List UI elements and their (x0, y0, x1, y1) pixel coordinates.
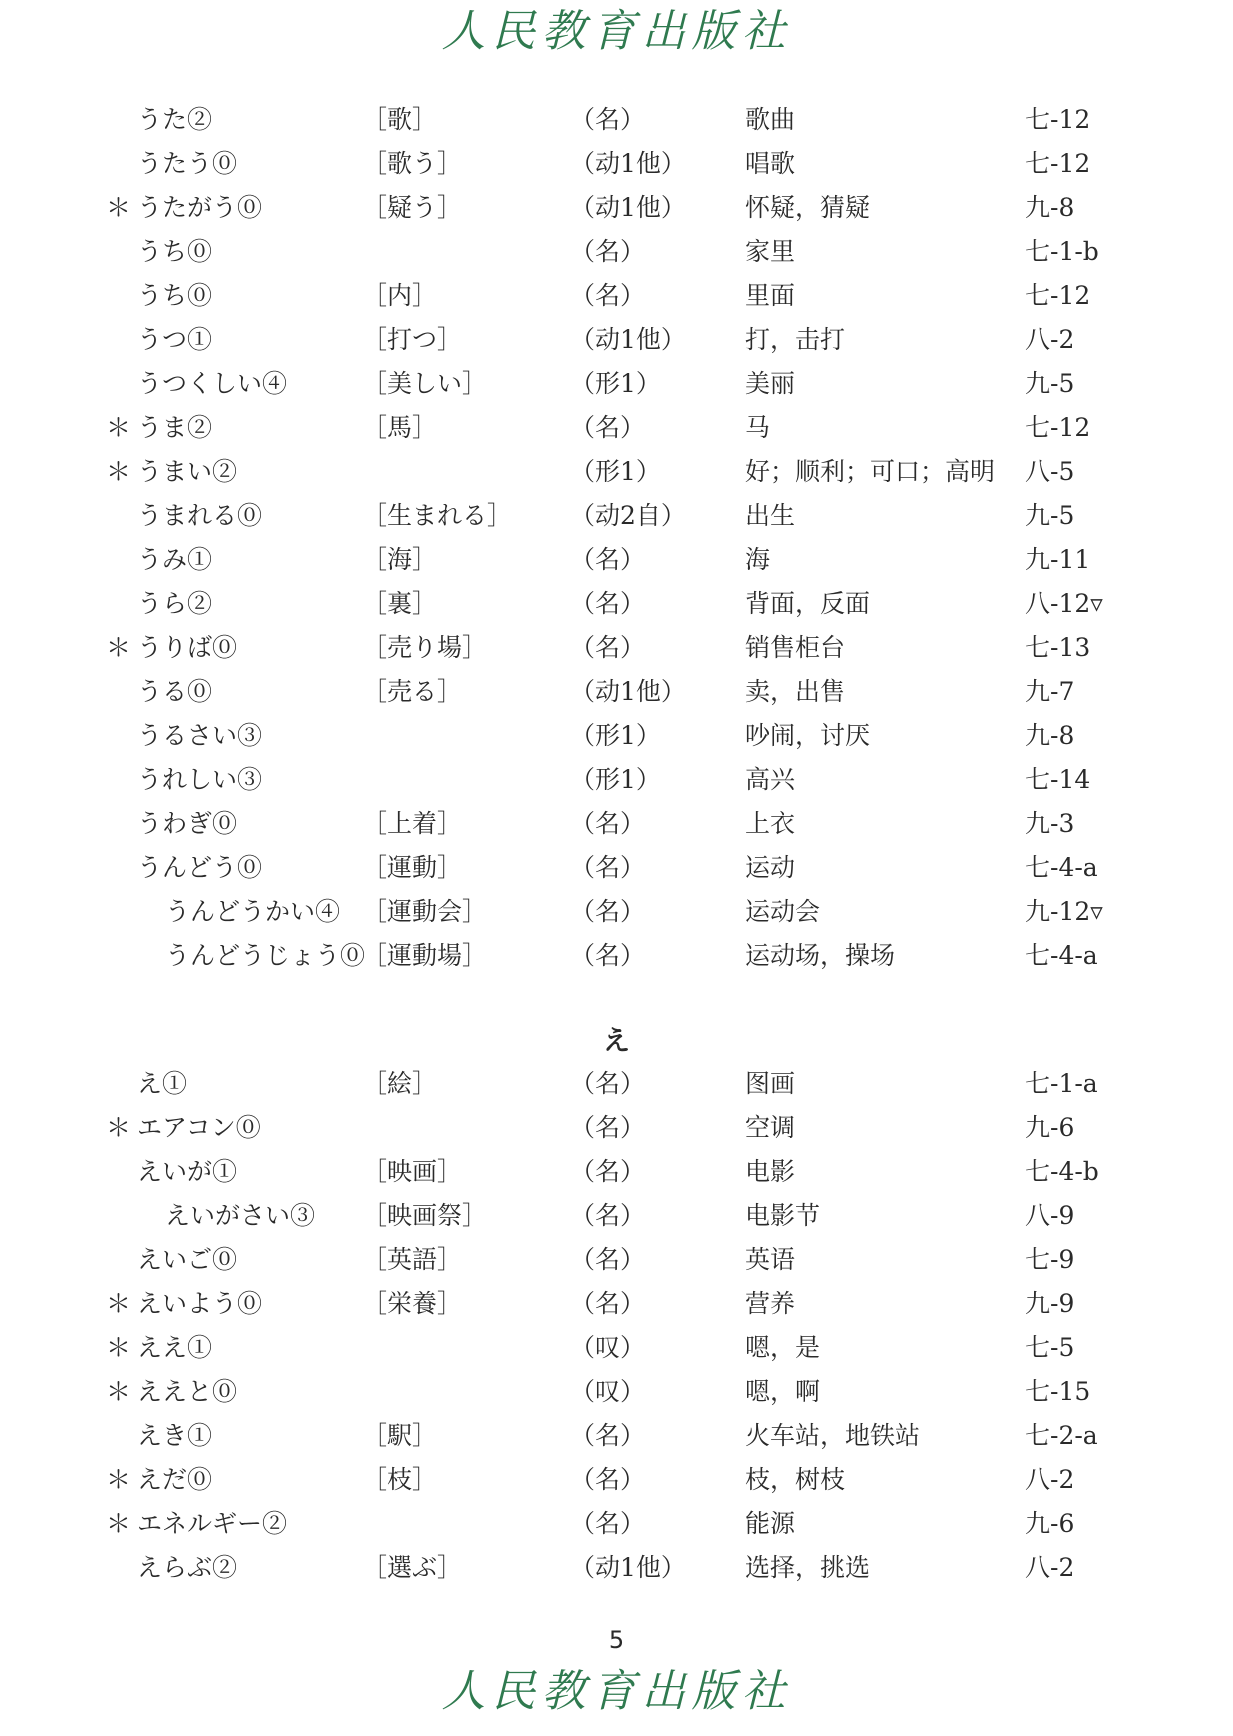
publisher-logo-bottom: 人民教育出版社 (441, 1666, 792, 1717)
word-reading: エネルギー② (137, 1509, 288, 1538)
vocabulary-row (0, 1106, 1233, 1150)
lesson-reference: 九-5 (1025, 369, 1075, 398)
part-of-speech: （动1他） (570, 193, 686, 222)
word-meaning: 选择，挑选 (745, 1553, 871, 1582)
part-of-speech: （动1他） (570, 1553, 686, 1582)
word-kanji: ［運動場］ (362, 941, 488, 970)
vocabulary-row (0, 318, 1233, 362)
word-reading: えいがさい③ (165, 1201, 316, 1230)
lesson-reference: 七-4-b (1025, 1157, 1099, 1186)
new-word-marker: ＊ (106, 1465, 132, 1494)
word-kanji: ［疑う］ (362, 193, 463, 222)
new-word-marker: ＊ (106, 1377, 132, 1406)
word-meaning: 营养 (745, 1289, 796, 1318)
word-meaning: 怀疑，猜疑 (745, 193, 871, 222)
part-of-speech: （名） (570, 1289, 646, 1318)
word-meaning: 背面，反面 (745, 589, 871, 618)
word-kanji: ［絵］ (362, 1069, 438, 1098)
word-reading: うんどうかい④ (165, 897, 341, 926)
word-reading: うたがう⓪ (137, 193, 263, 222)
vocabulary-row (0, 1414, 1233, 1458)
word-reading: うち⓪ (137, 237, 213, 266)
lesson-reference: 七-15 (1025, 1377, 1091, 1406)
vocabulary-row (0, 1546, 1233, 1590)
word-kanji: ［生まれる］ (362, 501, 513, 530)
part-of-speech: （名） (570, 1509, 646, 1538)
word-meaning: 空调 (745, 1113, 796, 1142)
new-word-marker: ＊ (106, 1113, 132, 1142)
word-meaning: 电影 (745, 1157, 796, 1186)
vocabulary-row (0, 142, 1233, 186)
vocabulary-row (0, 274, 1233, 318)
word-kanji: ［歌］ (362, 105, 438, 134)
new-word-marker: ＊ (106, 1509, 132, 1538)
lesson-reference: 七-12 (1025, 105, 1091, 134)
word-reading: うら② (137, 589, 213, 618)
word-reading: うみ① (137, 545, 213, 574)
word-meaning: 电影节 (745, 1201, 821, 1230)
word-meaning: 马 (745, 413, 771, 442)
word-reading: うつ① (137, 325, 213, 354)
lesson-reference: 七-4-a (1025, 941, 1098, 970)
word-kanji: ［馬］ (362, 413, 438, 442)
vocabulary-row (0, 1282, 1233, 1326)
lesson-reference: 九-7 (1025, 677, 1075, 706)
part-of-speech: （名） (570, 545, 646, 574)
word-meaning: 卖，出售 (745, 677, 846, 706)
lesson-reference: 七-13 (1025, 633, 1091, 662)
vocabulary-row (0, 934, 1233, 978)
lesson-reference: 九-5 (1025, 501, 1075, 530)
vocabulary-row (0, 186, 1233, 230)
part-of-speech: （名） (570, 1245, 646, 1274)
part-of-speech: （动1他） (570, 149, 686, 178)
word-kanji: ［上着］ (362, 809, 463, 838)
lesson-reference: 七-12 (1025, 413, 1091, 442)
part-of-speech: （形1） (570, 457, 661, 486)
word-reading: うんどうじょう⓪ (165, 941, 366, 970)
word-reading: うんどう⓪ (137, 853, 263, 882)
word-meaning: 唱歌 (745, 149, 796, 178)
vocabulary-row (0, 1458, 1233, 1502)
word-meaning: 英语 (745, 1245, 796, 1274)
vocabulary-row (0, 802, 1233, 846)
vocabulary-row (0, 1326, 1233, 1370)
vocabulary-row (0, 846, 1233, 890)
word-meaning: 销售柜台 (745, 633, 846, 662)
part-of-speech: （名） (570, 1069, 646, 1098)
lesson-reference: 七-14 (1025, 765, 1091, 794)
word-meaning: 上衣 (745, 809, 796, 838)
word-reading: ええと⓪ (137, 1377, 238, 1406)
vocabulary-row (0, 362, 1233, 406)
part-of-speech: （名） (570, 1201, 646, 1230)
word-reading: うりば⓪ (137, 633, 238, 662)
word-meaning: 海 (745, 545, 771, 574)
vocabulary-row (0, 758, 1233, 802)
word-kanji: ［映画］ (362, 1157, 463, 1186)
part-of-speech: （形1） (570, 721, 661, 750)
lesson-reference: 九-12▿ (1025, 897, 1103, 926)
lesson-reference: 九-8 (1025, 193, 1075, 222)
vocabulary-row (0, 230, 1233, 274)
lesson-reference: 七-2-a (1025, 1421, 1098, 1450)
lesson-reference: 八-9 (1025, 1201, 1075, 1230)
vocabulary-row (0, 714, 1233, 758)
vocabulary-row (0, 1062, 1233, 1106)
part-of-speech: （名） (570, 1421, 646, 1450)
word-reading: うち⓪ (137, 281, 213, 310)
vocabulary-row (0, 670, 1233, 714)
part-of-speech: （名） (570, 105, 646, 134)
word-reading: うまい② (137, 457, 238, 486)
word-reading: うまれる⓪ (137, 501, 263, 530)
word-reading: えらぶ② (137, 1553, 238, 1582)
word-reading: えいご⓪ (137, 1245, 238, 1274)
word-kanji: ［海］ (362, 545, 438, 574)
part-of-speech: （名） (570, 809, 646, 838)
lesson-reference: 九-6 (1025, 1509, 1075, 1538)
vocabulary-row (0, 582, 1233, 626)
lesson-reference: 八-12▿ (1025, 589, 1103, 618)
word-reading: うたう⓪ (137, 149, 238, 178)
word-meaning: 打，击打 (745, 325, 846, 354)
page-number: 5 (608, 1626, 625, 1654)
word-kanji: ［運動］ (362, 853, 463, 882)
word-meaning: 美丽 (745, 369, 796, 398)
lesson-reference: 七-9 (1025, 1245, 1075, 1274)
new-word-marker: ＊ (106, 1333, 132, 1362)
part-of-speech: （名） (570, 281, 646, 310)
part-of-speech: （动2自） (570, 501, 686, 530)
word-reading: うる⓪ (137, 677, 213, 706)
new-word-marker: ＊ (106, 633, 132, 662)
word-reading: えいよう⓪ (137, 1289, 263, 1318)
lesson-reference: 九-8 (1025, 721, 1075, 750)
word-kanji: ［裏］ (362, 589, 438, 618)
word-reading: えいが① (137, 1157, 238, 1186)
lesson-reference: 九-3 (1025, 809, 1075, 838)
lesson-reference: 七-1-b (1025, 237, 1099, 266)
vocabulary-row (0, 1194, 1233, 1238)
word-meaning: 枝，树枝 (745, 1465, 846, 1494)
word-meaning: 高兴 (745, 765, 796, 794)
part-of-speech: （名） (570, 941, 646, 970)
part-of-speech: （形1） (570, 765, 661, 794)
lesson-reference: 七-1-a (1025, 1069, 1098, 1098)
word-kanji: ［美しい］ (362, 369, 488, 398)
lesson-reference: 七-5 (1025, 1333, 1075, 1362)
part-of-speech: （名） (570, 897, 646, 926)
word-reading: え① (137, 1069, 188, 1098)
vocabulary-row (0, 538, 1233, 582)
word-meaning: 运动 (745, 853, 796, 882)
vocabulary-row (0, 406, 1233, 450)
word-kanji: ［英語］ (362, 1245, 463, 1274)
lesson-reference: 八-2 (1025, 325, 1075, 354)
word-reading: うわぎ⓪ (137, 809, 238, 838)
new-word-marker: ＊ (106, 457, 132, 486)
word-meaning: 里面 (745, 281, 796, 310)
word-meaning: 运动场，操场 (745, 941, 896, 970)
vocabulary-row (0, 1502, 1233, 1546)
word-meaning: 家里 (745, 237, 796, 266)
word-reading: うるさい③ (137, 721, 263, 750)
vocabulary-row (0, 1238, 1233, 1282)
lesson-reference: 八-2 (1025, 1553, 1075, 1582)
word-meaning: 运动会 (745, 897, 821, 926)
part-of-speech: （名） (570, 633, 646, 662)
new-word-marker: ＊ (106, 193, 132, 222)
word-meaning: 能源 (745, 1509, 796, 1538)
word-meaning: 歌曲 (745, 105, 796, 134)
word-reading: うつくしい④ (137, 369, 288, 398)
vocabulary-row (0, 1150, 1233, 1194)
word-kanji: ［選ぶ］ (362, 1553, 463, 1582)
word-reading: うた② (137, 105, 213, 134)
lesson-reference: 七-12 (1025, 281, 1091, 310)
vocabulary-list-e (0, 1062, 1233, 1590)
vocabulary-row (0, 494, 1233, 538)
word-reading: うれしい③ (137, 765, 263, 794)
lesson-reference: 七-4-a (1025, 853, 1098, 882)
word-meaning: 好；顺利；可口；高明 (745, 457, 996, 486)
word-kanji: ［枝］ (362, 1465, 438, 1494)
word-kanji: ［映画祭］ (362, 1201, 488, 1230)
word-meaning: 吵闹，讨厌 (745, 721, 871, 750)
word-kanji: ［運動会］ (362, 897, 488, 926)
vocabulary-row (0, 1370, 1233, 1414)
lesson-reference: 八-2 (1025, 1465, 1075, 1494)
word-reading: えだ⓪ (137, 1465, 213, 1494)
lesson-reference: 九-9 (1025, 1289, 1075, 1318)
publisher-logo-top: 人民教育出版社 (441, 6, 792, 57)
part-of-speech: （名） (570, 589, 646, 618)
new-word-marker: ＊ (106, 413, 132, 442)
word-reading: エアコン⓪ (137, 1113, 261, 1142)
lesson-reference: 八-5 (1025, 457, 1075, 486)
word-meaning: 嗯，啊 (745, 1377, 821, 1406)
part-of-speech: （动1他） (570, 325, 686, 354)
lesson-reference: 九-6 (1025, 1113, 1075, 1142)
word-meaning: 图画 (745, 1069, 796, 1098)
vocabulary-row (0, 890, 1233, 934)
word-kanji: ［内］ (362, 281, 438, 310)
word-kanji: ［売り場］ (362, 633, 488, 662)
part-of-speech: （叹） (570, 1377, 646, 1406)
word-meaning: 嗯，是 (745, 1333, 821, 1362)
word-kanji: ［歌う］ (362, 149, 463, 178)
part-of-speech: （名） (570, 1157, 646, 1186)
part-of-speech: （名） (570, 1113, 646, 1142)
part-of-speech: （名） (570, 413, 646, 442)
word-kanji: ［売る］ (362, 677, 463, 706)
word-reading: うま② (137, 413, 213, 442)
word-reading: ええ① (137, 1333, 213, 1362)
part-of-speech: （叹） (570, 1333, 646, 1362)
vocabulary-row (0, 626, 1233, 670)
part-of-speech: （动1他） (570, 677, 686, 706)
vocabulary-row (0, 98, 1233, 142)
lesson-reference: 七-12 (1025, 149, 1091, 178)
part-of-speech: （名） (570, 853, 646, 882)
vocabulary-list-u (0, 98, 1233, 978)
word-kanji: ［栄養］ (362, 1289, 463, 1318)
vocabulary-row (0, 450, 1233, 494)
part-of-speech: （名） (570, 237, 646, 266)
word-kanji: ［駅］ (362, 1421, 438, 1450)
new-word-marker: ＊ (106, 1289, 132, 1318)
word-kanji: ［打つ］ (362, 325, 463, 354)
lesson-reference: 九-11 (1025, 545, 1091, 574)
section-heading-e: え (603, 1026, 630, 1057)
word-reading: えき① (137, 1421, 213, 1450)
word-meaning: 出生 (745, 501, 796, 530)
part-of-speech: （名） (570, 1465, 646, 1494)
word-meaning: 火车站，地铁站 (745, 1421, 921, 1450)
part-of-speech: （形1） (570, 369, 661, 398)
